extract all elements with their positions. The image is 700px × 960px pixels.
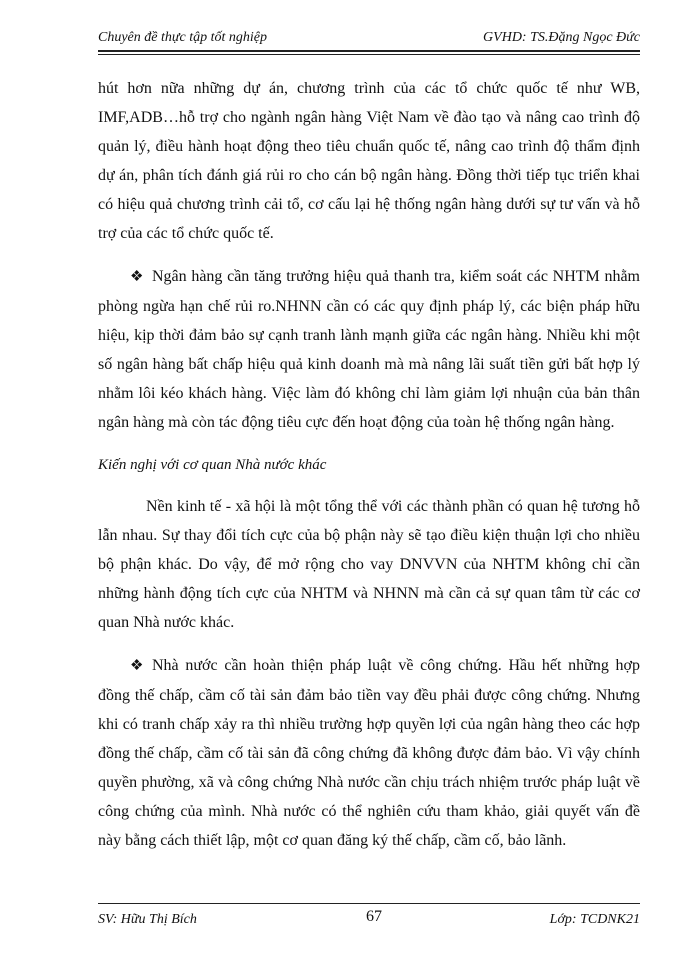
bullet-text-2: Nhà nước cần hoàn thiện pháp luật về công chứng. Hầu hết những hợp đồng thế chấp, cầm cố tài sản đảm bảo tiền vay đều phải được công chứng. Nhưng khi có tranh chấp xảy ra thì nhiều trường hợp quyền lợi của ngân hàng theo các hợp đồng thế chấp, cầm cố tài sản đã công chứng đã không được đảm bảo. Vì vậy chính quyền phường, xã và công chứng Nhà nước cần chịu trách nhiệm trước pháp luật về công chứng của mình. Nhà nước có thể nghiên cứu tham khảo, giải quyết vấn đề này bằng cách thiết lập, một cơ quan đăng ký thế chấp, cầm cố, bảo lãnh.: [98, 657, 640, 849]
diamond-bullet-icon: ❖: [130, 658, 144, 674]
section-subheading: Kiến nghị với cơ quan Nhà nước khác: [98, 457, 327, 473]
bullet-item-2: [98, 651, 640, 855]
page-body: [98, 74, 640, 869]
page-number: 67: [366, 908, 382, 925]
footer-class: Lớp: TCDNK21: [549, 912, 640, 927]
diamond-bullet-icon: ❖: [130, 269, 144, 285]
paragraph-1: hút hơn nữa những dự án, chương trình của các tổ chức quốc tế như WB, IMF,ADB…hỗ trợ cho ngành ngân hàng Việt Nam về đào tạo và nâng cao trình độ quản lý, điều hành hoạt động theo tiêu chuẩn quốc tế, nâng cao trình độ thẩm định dự án, phân tích đánh giá rủi ro cho cán bộ ngân hàng. Đồng thời tiếp tục triển khai có hiệu quả chương trình cải tổ, cơ cấu lại hệ thống ngân hàng dưới sự tư vấn và hỗ trợ của các tổ chức quốc tế.: [98, 80, 640, 242]
header-rule-thin: [98, 54, 640, 55]
header-title: Chuyên đề thực tập tốt nghiệp: [98, 30, 267, 45]
header-rule: [98, 50, 640, 52]
footer-rule: [98, 903, 640, 904]
page-footer: [98, 908, 640, 930]
footer-student: SV: Hữu Thị Bích: [98, 912, 197, 927]
header-advisor: GVHD: TS.Đặng Ngọc Đức: [483, 30, 640, 45]
page-header: [98, 28, 640, 50]
paragraph-2: Nền kinh tế - xã hội là một tổng thể với các thành phần có quan hệ tương hỗ lẫn nhau. Sự thay đổi tích cực của bộ phận này sẽ tạo điều kiện thuận lợi cho nhiều bộ phận khác. Do vậy, để mở rộng cho vay DNVVN của NHTM không chỉ cần những hành động tích cực của NHTM và NHNN mà cần cả sự quan tâm từ các cơ quan Nhà nước khác.: [98, 498, 640, 631]
bullet-item-1: [98, 262, 640, 437]
bullet-text-1: Ngân hàng cần tăng trưởng hiệu quả thanh tra, kiểm soát các NHTM nhằm phòng ngừa hạn chế rủi ro.NHNN cần có các quy định pháp lý, các biện pháp hữu hiệu, kịp thời đảm bảo sự cạnh tranh lành mạnh giữa các ngân hàng. Nhiều khi một số ngân hàng bất chấp hiệu quả kinh doanh mà mà nâng lãi suất tiền gửi bất hợp lý nhằm lôi kéo khách hàng. Việc làm đó không chỉ làm giảm lợi nhuận của bản thân ngân hàng mà còn tác động tiêu cực đến hoạt động của toàn hệ thống ngân hàng.: [98, 268, 640, 431]
